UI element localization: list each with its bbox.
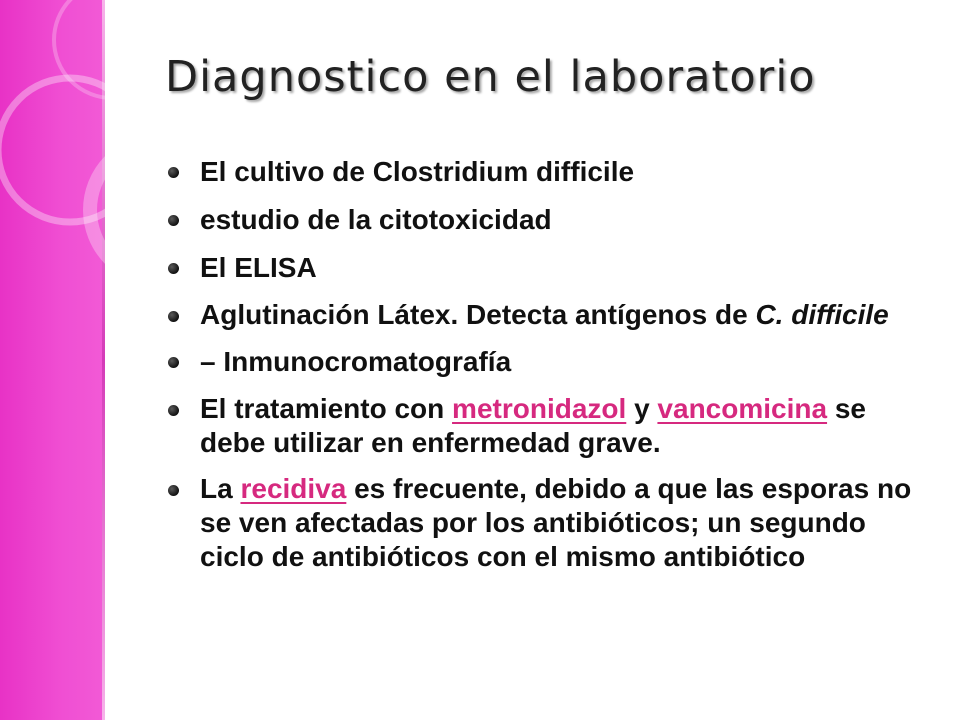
bullet-dot-icon <box>168 215 179 226</box>
bullet-item <box>162 154 932 190</box>
bullet-item <box>162 298 932 332</box>
bullet-item <box>162 392 932 460</box>
vancomicina-link[interactable]: vancomicina <box>657 393 828 424</box>
bullet-text: es frecuente, debido a que las esporas no se ven afectadas por los antibióticos; un segundo ciclo de antibióticos con el mismo antibiótico <box>200 473 912 572</box>
bullet-item <box>162 344 932 380</box>
bullet-text: La <box>200 473 233 504</box>
bullet-text: El cultivo de Clostridium difficile <box>200 156 635 187</box>
bullet-dot-icon <box>168 167 179 178</box>
bullet-item <box>162 202 932 238</box>
bullet-item <box>162 250 932 286</box>
bullet-text: Aglutinación Látex. Detecta antígenos de <box>200 299 748 330</box>
bullet-text: – Inmunocromatografía <box>200 346 512 377</box>
bullet-item <box>162 472 932 574</box>
bullet-text: El ELISA <box>200 252 317 283</box>
bullet-text: y <box>634 393 650 424</box>
metronidazol-link[interactable]: metronidazol <box>452 393 627 424</box>
bullet-text: El tratamiento con <box>200 393 445 424</box>
bullet-list <box>162 154 932 586</box>
slide-title: Diagnostico en el laboratorio <box>165 52 816 102</box>
bullet-dot-icon <box>168 485 179 496</box>
bullet-text: se debe utilizar en enfermedad grave. <box>200 393 866 458</box>
bullet-text: estudio de la citotoxicidad <box>200 204 552 235</box>
bullet-dot-icon <box>168 357 179 368</box>
recidiva-link[interactable]: recidiva <box>240 473 347 504</box>
bullet-dot-icon <box>168 311 179 322</box>
bullet-dot-icon <box>168 405 179 416</box>
bullet-dot-icon <box>168 263 179 274</box>
organism-name: C. difficile <box>755 299 889 330</box>
